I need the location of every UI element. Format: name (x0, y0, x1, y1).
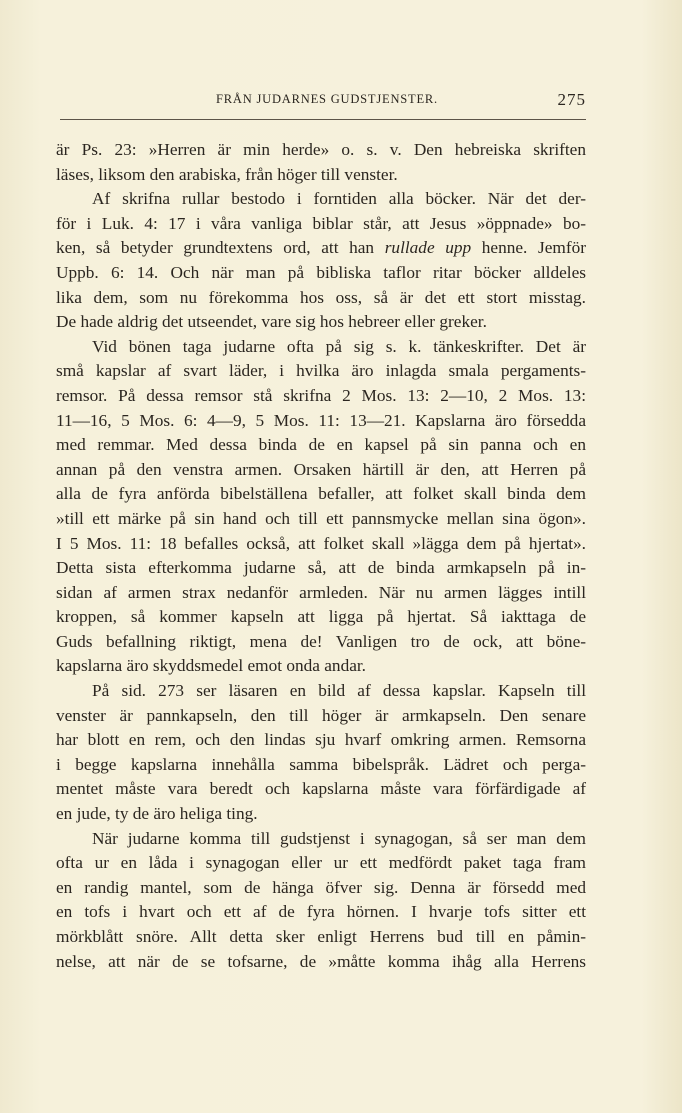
text-line (56, 236, 586, 261)
page-header (56, 92, 586, 116)
text-line: i begge kapslarna innehålla samma bibelspråk. Lädret och perga- (56, 754, 586, 774)
text-line: På sid. 273 ser läsaren en bild af dessa kapslar. Kapseln till (92, 681, 586, 701)
page-number: 275 (557, 90, 586, 109)
text-line: Detta sista efterkomma judarne så, att de binda armkapseln på in- (56, 558, 586, 578)
text-line: De hade aldrig det utseendet, vare sig hos hebreer eller greker. (56, 312, 487, 332)
text-line: 11—16, 5 Mos. 6: 4—9, 5 Mos. 11: 13—21. Kapslarna äro försedda (56, 410, 586, 430)
text-line: är Ps. 23: »Herren är min herde» o. s. v. Den hebreiska skriften (56, 140, 586, 159)
text-line: kapslarna äro skyddsmedel emot onda andar. (56, 656, 367, 676)
text-line: Uppb. 6: 14. Och när man på bibliska taflor ritar böcker alldeles (56, 262, 586, 282)
text-line: Guds befallning riktigt, mena de! Vanligen tro de ock, att böne- (56, 631, 586, 651)
text-line: annan på den venstra armen. Orsaken härtill är den, att Herren på (56, 459, 586, 479)
text-line: När judarne komma till gudstjenst i synagogan, så ser man dem (92, 828, 586, 848)
text-line: små kapslar af svart läder, i hvilka äro inlagda smala pergaments- (56, 361, 586, 381)
text-line: en jude, ty de äro heliga ting. (56, 804, 258, 824)
text-line: mörkblått snöre. Allt detta sker enligt Herrens bud till en påmin- (56, 927, 586, 946)
text-line: Vid bönen taga judarne ofta på sig s. k. tänkeskrifter. Det är (92, 336, 586, 356)
text-line: har blott en rem, och den lindas sju hvarf omkring armen. Remsorna (56, 730, 586, 750)
running-title: FRÅN JUDARNES GUDSTJENSTER. (216, 92, 438, 106)
text-line: kroppen, så kommer kapseln att ligga på hjertat. Så iakttaga de (56, 607, 586, 627)
text-line: alla de fyra anförda bibelställena befaller, att folket skall binda dem (56, 484, 586, 504)
text-line: en tofs i hvart och ett af de fyra hörnen. I hvarje tofs sitter ett (56, 902, 586, 922)
text-line: ofta ur en låda i synagogan eller ur ett medfördt paket taga fram (56, 853, 586, 873)
text-line: för i Luk. 4: 17 i våra vanliga biblar står, att Jesus »öppnade» bo- (56, 213, 586, 233)
text-segment: ken, så betyder grundtextens ord, att han (56, 238, 385, 258)
text-line: venster är pannkapseln, den till höger är armkapseln. Den senare (56, 705, 586, 725)
text-line: »till ett märke på sin hand och till ett pannsmycke mellan sina ögon». (56, 508, 586, 528)
text-line: Af skrifna rullar bestodo i forntiden alla böcker. När det der- (92, 189, 586, 209)
text-line: en randig mantel, som de hänga öfver sig. Denna är försedd med (56, 877, 586, 897)
text-line: läses, liksom den arabiska, från höger till venster. (56, 164, 398, 184)
header-rule (60, 119, 586, 120)
italic-phrase: rullade upp (384, 238, 472, 258)
text-line: I 5 Mos. 11: 18 befalles också, att folket skall »lägga dem på hjertat». (56, 533, 586, 553)
text-segment: henne. Jemför (471, 238, 586, 258)
text-line: lika dem, som nu förekomma hos oss, så är det ett stort misstag. (56, 287, 586, 307)
text-line: mentet måste vara beredt och kapslarna måste vara förfärdigade af (56, 779, 586, 799)
text-line: sidan af armen strax nedanför armleden. När nu armen lägges intill (56, 582, 586, 602)
body-text (56, 138, 586, 974)
text-line: remsor. På dessa remsor stå skrifna 2 Mos. 13: 2—10, 2 Mos. 13: (56, 385, 586, 405)
text-line: nelse, att när de se tofsarne, de »måtte komma ihåg alla Herrens (56, 951, 586, 971)
text-line: med remmar. Med dessa binda de en kapsel på sin panna och en (56, 435, 586, 455)
